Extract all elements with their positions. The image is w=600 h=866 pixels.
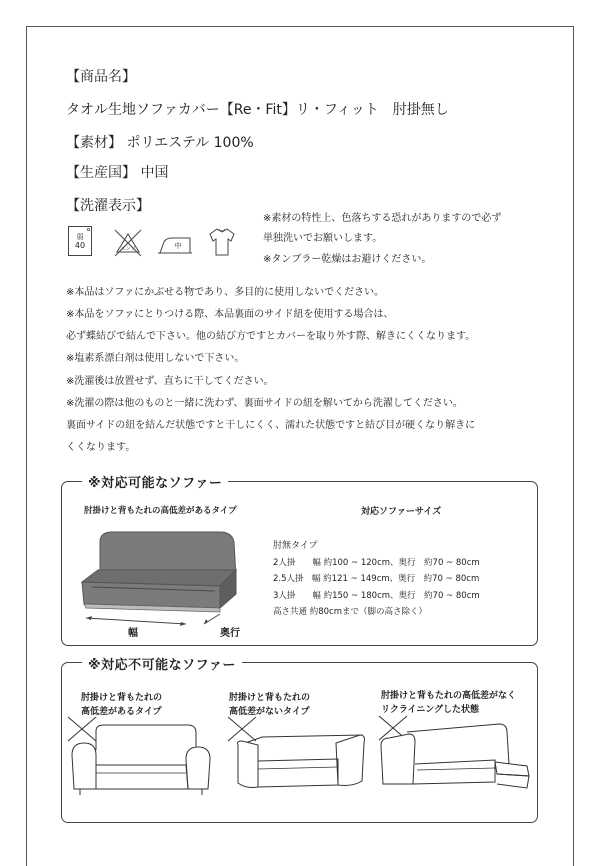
care-note-2: 単独洗いでお願いします。	[263, 233, 383, 244]
compatible-image-caption: 肘掛けと背もたれの高低差があるタイプ	[84, 506, 237, 516]
depth-label: 奥行	[220, 628, 240, 639]
incompatible-type-1-line2: 高低差があるタイプ	[81, 707, 162, 717]
iron-medium-icon	[156, 233, 196, 257]
no-bleach-label: エンソ	[120, 246, 136, 252]
no-bleach-icon	[111, 228, 145, 258]
note-8: くくなります。	[66, 442, 136, 453]
note-1: ※本品はソファにかぶせる物であり、多目的に使用しないでください。	[66, 287, 385, 298]
product-name: タオル生地ソファカバー【Re・Fit】リ・フィット 肘掛無し	[66, 102, 449, 118]
incompatible-sofa-2-illustration	[226, 715, 376, 800]
note-4: ※塩素系漂白剤は使用しないで下さい。	[66, 353, 245, 364]
note-7: 裏面サイドの紐を結んだ状態ですと干しにくく、濡れた状態ですと結び目が硬くなり解きに	[66, 420, 476, 431]
width-label: 幅	[128, 628, 138, 639]
incompatible-type-3-line1: 肘掛けと背もたれの高低差がなく	[381, 691, 517, 701]
size-type-label: 肘無タイプ	[273, 541, 318, 551]
note-6: ※洗濯の際は他のものと一緒に洗わず、裏面サイドの紐を解いてから洗濯してください。	[66, 398, 463, 409]
wash-temp-label: 弱	[76, 233, 84, 241]
note-3: 必ず蝶結びで結んで下さい。他の結び方ですとカバーを取り外す際、解きにくくなります。	[66, 331, 476, 342]
size-row-3-seat: 3人掛 幅 約150 ~ 180cm、奥行 約70 ~ 80cm	[273, 591, 480, 601]
size-row-2-5-seat: 2.5人掛 幅 約121 ~ 149cm、奥行 約70 ~ 80cm	[273, 574, 480, 584]
size-row-2-seat: 2人掛 幅 約100 ~ 120cm、奥行 約70 ~ 80cm	[273, 558, 480, 568]
care-note-3: ※タンブラー乾燥はお避けください。	[263, 254, 432, 265]
incompatible-type-1-line1: 肘掛けと背もたれの	[81, 693, 163, 703]
incompatible-type-2-line1: 肘掛けと背もたれの	[229, 693, 311, 703]
incompatible-sofa-1-illustration	[66, 715, 216, 800]
height-note: 高さ共通 約80cmまで（脚の高さ除く）	[273, 607, 427, 617]
incompatible-sofa-3-illustration	[377, 712, 537, 800]
country-of-origin: 【生産国】 中国	[66, 165, 169, 181]
iron-temp-label: 中	[174, 242, 182, 250]
note-2: ※本品をソファにとりつける際、本品裏面のサイド紐を使用する場合は、	[66, 309, 394, 320]
incompatible-title: ※対応不可能なソファー	[82, 654, 242, 673]
note-5: ※洗濯後は放置せず、直ちに干してください。	[66, 376, 274, 387]
washing-heading: 【洗濯表示】	[66, 198, 150, 214]
care-note-1: ※素材の特性上、色落ちする恐れがありますので必ず	[263, 213, 502, 224]
compatible-sofa-illustration	[70, 520, 250, 640]
dry-flat-shirt-icon	[207, 226, 237, 258]
material: 【素材】 ポリエステル 100%	[66, 135, 254, 151]
size-heading: 対応ソファーサイズ	[361, 507, 442, 517]
wash-40-icon	[68, 226, 92, 256]
incompatible-type-2-line2: 高低差がないタイプ	[229, 707, 310, 717]
incompatible-type-3-line2: リクライニングした状態	[381, 705, 480, 715]
compatible-title: ※対応可能なソファー	[82, 472, 228, 491]
wash-temp-value: 40	[74, 241, 86, 250]
product-name-heading: 【商品名】	[66, 69, 136, 85]
